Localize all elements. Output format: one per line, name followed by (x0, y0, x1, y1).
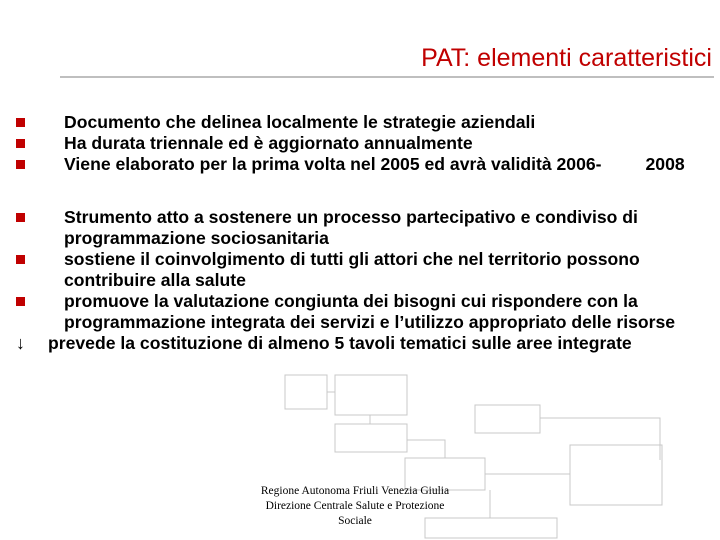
slide-footer (250, 484, 460, 529)
bullet-text: Strumento atto a sostenere un processo partecipativo e condiviso di programmazione sociosanitaria (64, 207, 638, 248)
bullet-text: promuove la valutazione congiunta dei bisogni cui rispondere con la programmazione integrata dei servizi e l’utilizzo appropriato delle risorse (64, 291, 676, 332)
bullet-text: Viene elaborato per la prima volta nel 2005 ed avrà validità 2006- 2008 (64, 154, 685, 174)
down-arrow-icon: ↓ (16, 333, 25, 353)
footer-line: Regione Autonoma Friuli Venezia Giulia (260, 485, 450, 497)
square-bullet-icon (16, 255, 25, 264)
bullet-item (16, 291, 716, 333)
footer-line: Sociale (338, 515, 372, 527)
square-bullet-icon (16, 118, 25, 127)
bullet-list (16, 112, 716, 354)
square-bullet-icon (16, 160, 25, 169)
arrow-note-text: prevede la costituzione di almeno 5 tavoli tematici sulle aree integrate (48, 333, 632, 353)
bullet-text: Ha durata triennale ed è aggiornato annualmente (64, 133, 473, 153)
bullet-item (16, 133, 716, 154)
slide-title: PAT: elementi caratteristici (421, 44, 712, 72)
square-bullet-icon (16, 297, 25, 306)
spacer (16, 175, 716, 207)
bullet-text: Documento che delinea localmente le strategie aziendali (64, 112, 536, 132)
bullet-item (16, 112, 716, 133)
square-bullet-icon (16, 139, 25, 148)
bullet-text: sostiene il coinvolgimento di tutti gli attori che nel territorio possono contribuire alla salute (64, 249, 640, 290)
title-divider (60, 76, 714, 78)
bullet-item (16, 207, 716, 249)
bullet-item (16, 249, 716, 291)
arrow-note (16, 333, 716, 354)
footer-line: Direzione Centrale Salute e Protezione (265, 500, 445, 512)
square-bullet-icon (16, 213, 25, 222)
bullet-item (16, 154, 716, 175)
